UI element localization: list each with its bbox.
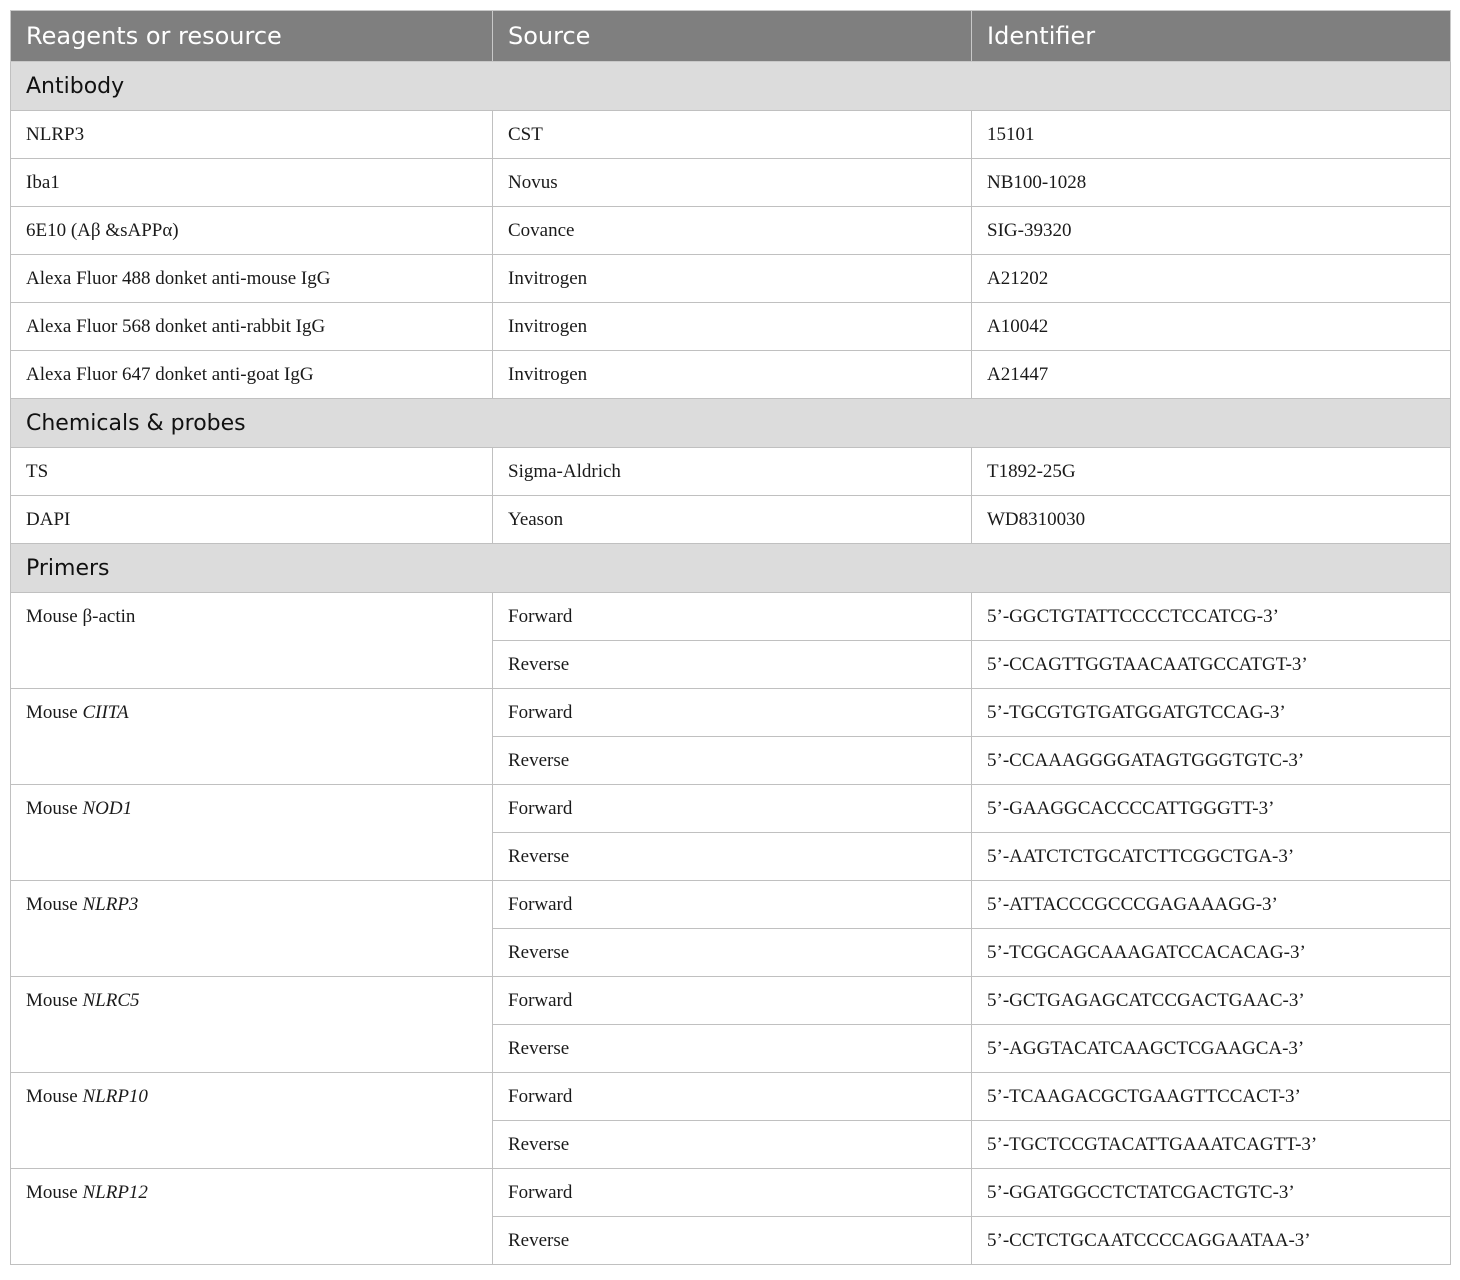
source-cell: Invitrogen <box>493 255 972 303</box>
direction-cell: Reverse <box>493 1217 972 1265</box>
gene-name: NOD1 <box>82 798 133 819</box>
identifier-cell: NB100-1028 <box>972 159 1451 207</box>
gene-name: NLRP10 <box>82 1086 148 1107</box>
table-row <box>11 881 1451 929</box>
direction-cell: Reverse <box>493 929 972 977</box>
sequence-cell: 5’-CCAGTTGGTAACAATGCCATGT-3’ <box>972 641 1451 689</box>
direction-cell: Reverse <box>493 641 972 689</box>
table-row <box>11 496 1451 544</box>
gene-name: NLRP12 <box>82 1182 148 1203</box>
table-row <box>11 689 1451 737</box>
sequence-cell: 5’-ATTACCCGCCCGAGAAAGG-3’ <box>972 881 1451 929</box>
direction-cell: Forward <box>493 1073 972 1121</box>
header-reagent: Reagents or resource <box>11 11 493 62</box>
direction-cell: Reverse <box>493 1121 972 1169</box>
table-row <box>11 593 1451 641</box>
direction-cell: Forward <box>493 881 972 929</box>
sequence-cell: 5’-GGATGGCCTCTATCGACTGTC-3’ <box>972 1169 1451 1217</box>
identifier-cell: T1892-25G <box>972 448 1451 496</box>
section-row-primers <box>11 544 1451 593</box>
sequence-cell: 5’-GCTGAGAGCATCCGACTGAAC-3’ <box>972 977 1451 1025</box>
gene-prefix: Mouse <box>26 894 83 915</box>
gene-name: NLRP3 <box>82 894 139 915</box>
sequence-cell: 5’-GGCTGTATTCCCCTCCATCG-3’ <box>972 593 1451 641</box>
source-cell: Yeason <box>493 496 972 544</box>
identifier-cell: 15101 <box>972 111 1451 159</box>
gene-name: β-actin <box>82 606 136 627</box>
gene-prefix: Mouse <box>26 798 83 819</box>
sequence-cell: 5’-CCAAAGGGGATAGTGGGTGTC-3’ <box>972 737 1451 785</box>
primer-gene-cell <box>11 977 493 1073</box>
reagent-cell: 6E10 (Aβ &sAPPα) <box>11 207 493 255</box>
section-row-antibody <box>11 62 1451 111</box>
gene-name: CIITA <box>82 702 129 723</box>
direction-cell: Forward <box>493 785 972 833</box>
identifier-cell: A21447 <box>972 351 1451 399</box>
gene-prefix: Mouse <box>26 606 83 627</box>
source-cell: Invitrogen <box>493 303 972 351</box>
section-title: Primers <box>11 544 1451 593</box>
reagents-table <box>10 10 1451 1265</box>
reagent-cell: Iba1 <box>11 159 493 207</box>
source-cell: Invitrogen <box>493 351 972 399</box>
section-title: Chemicals & probes <box>11 399 1451 448</box>
table-row <box>11 785 1451 833</box>
primer-gene-cell <box>11 881 493 977</box>
gene-prefix: Mouse <box>26 702 83 723</box>
table-row <box>11 207 1451 255</box>
table-row <box>11 159 1451 207</box>
primer-gene-cell <box>11 593 493 689</box>
reagent-cell: Alexa Fluor 647 donket anti-goat IgG <box>11 351 493 399</box>
table-row <box>11 255 1451 303</box>
sequence-cell: 5’-TCAAGACGCTGAAGTTCCACT-3’ <box>972 1073 1451 1121</box>
table-row <box>11 977 1451 1025</box>
primer-gene-cell <box>11 689 493 785</box>
reagent-cell: DAPI <box>11 496 493 544</box>
reagent-cell: NLRP3 <box>11 111 493 159</box>
header-source: Source <box>493 11 972 62</box>
source-cell: Covance <box>493 207 972 255</box>
source-cell: CST <box>493 111 972 159</box>
table-header-row <box>11 11 1451 62</box>
direction-cell: Forward <box>493 593 972 641</box>
section-row-chemicals <box>11 399 1451 448</box>
direction-cell: Reverse <box>493 1025 972 1073</box>
identifier-cell: A21202 <box>972 255 1451 303</box>
source-cell: Sigma-Aldrich <box>493 448 972 496</box>
table-row <box>11 448 1451 496</box>
direction-cell: Forward <box>493 689 972 737</box>
gene-prefix: Mouse <box>26 990 83 1011</box>
gene-prefix: Mouse <box>26 1086 83 1107</box>
primer-gene-cell <box>11 1073 493 1169</box>
header-identifier: Identifier <box>972 11 1451 62</box>
primer-gene-cell <box>11 1169 493 1265</box>
sequence-cell: 5’-AATCTCTGCATCTTCGGCTGA-3’ <box>972 833 1451 881</box>
identifier-cell: A10042 <box>972 303 1451 351</box>
section-title: Antibody <box>11 62 1451 111</box>
sequence-cell: 5’-TCGCAGCAAAGATCCACACAG-3’ <box>972 929 1451 977</box>
direction-cell: Reverse <box>493 833 972 881</box>
table-row <box>11 1073 1451 1121</box>
sequence-cell: 5’-TGCGTGTGATGGATGTCCAG-3’ <box>972 689 1451 737</box>
sequence-cell: 5’-AGGTACATCAAGCTCGAAGCA-3’ <box>972 1025 1451 1073</box>
sequence-cell: 5’-TGCTCCGTACATTGAAATCAGTT-3’ <box>972 1121 1451 1169</box>
identifier-cell: SIG-39320 <box>972 207 1451 255</box>
direction-cell: Forward <box>493 1169 972 1217</box>
reagent-cell: Alexa Fluor 488 donket anti-mouse IgG <box>11 255 493 303</box>
table-row <box>11 1169 1451 1217</box>
gene-prefix: Mouse <box>26 1182 83 1203</box>
source-cell: Novus <box>493 159 972 207</box>
sequence-cell: 5’-GAAGGCACCCCATTGGGTT-3’ <box>972 785 1451 833</box>
table-row <box>11 303 1451 351</box>
reagent-cell: Alexa Fluor 568 donket anti-rabbit IgG <box>11 303 493 351</box>
sequence-cell: 5’-CCTCTGCAATCCCCAGGAATAA-3’ <box>972 1217 1451 1265</box>
gene-name: NLRC5 <box>82 990 140 1011</box>
direction-cell: Forward <box>493 977 972 1025</box>
primer-gene-cell <box>11 785 493 881</box>
reagent-cell: TS <box>11 448 493 496</box>
identifier-cell: WD8310030 <box>972 496 1451 544</box>
table-row <box>11 351 1451 399</box>
table-row <box>11 111 1451 159</box>
direction-cell: Reverse <box>493 737 972 785</box>
